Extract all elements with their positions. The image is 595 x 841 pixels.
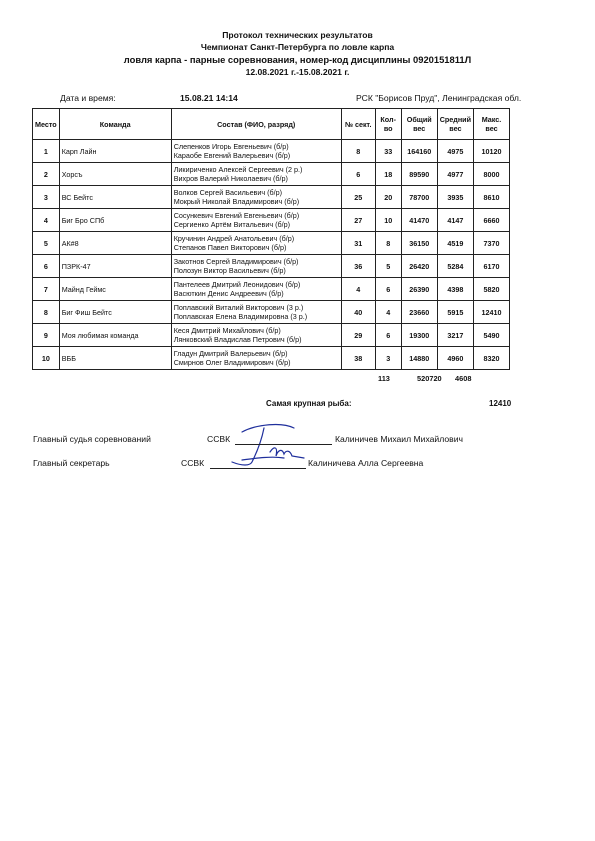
sector-cell: 29	[341, 324, 375, 347]
member-name: Смирнов Олег Владимирович (б/р)	[173, 358, 291, 367]
table-row	[33, 186, 510, 209]
results-table	[32, 108, 510, 370]
members-cell	[171, 232, 341, 255]
max-weight-cell: 8610	[474, 186, 510, 209]
discipline-title: ловля карпа - парные соревнования, номер-код дисциплины 0920151811Л	[123, 54, 472, 65]
chief-judge-org: ССВК	[207, 434, 231, 444]
avg-weight-cell: 5284	[437, 255, 473, 278]
total-count: 113	[378, 374, 390, 383]
sector-cell: 6	[341, 163, 375, 186]
col-header-team: Команда	[59, 109, 171, 140]
count-cell: 6	[375, 278, 401, 301]
table-row	[33, 163, 510, 186]
col-header-total-weight: Общий вес	[401, 109, 437, 140]
max-weight-cell: 6660	[474, 209, 510, 232]
place-cell: 5	[33, 232, 60, 255]
max-weight-cell: 10120	[474, 140, 510, 163]
sector-cell: 27	[341, 209, 375, 232]
members-cell	[171, 255, 341, 278]
place-cell: 10	[33, 347, 60, 370]
table-row	[33, 278, 510, 301]
member-name: Лянковский Владислав Петрович (б/р)	[173, 335, 302, 344]
count-cell: 10	[375, 209, 401, 232]
team-cell: Биг Фиш Бейтс	[59, 301, 171, 324]
venue: РСК "Борисов Пруд", Ленинградская обл.	[356, 93, 522, 103]
chief-secretary-role: Главный секретарь	[33, 458, 110, 468]
avg-weight-cell: 4977	[437, 163, 473, 186]
member-name: Вихров Валерий Николаевич (б/р)	[173, 174, 288, 183]
place-cell: 9	[33, 324, 60, 347]
chief-secretary-org: ССВК	[181, 458, 205, 468]
members-cell	[171, 140, 341, 163]
count-cell: 5	[375, 255, 401, 278]
count-cell: 6	[375, 324, 401, 347]
sector-cell: 40	[341, 301, 375, 324]
col-header-avg-weight: Средний вес	[437, 109, 473, 140]
team-cell: ВС Бейтс	[59, 186, 171, 209]
total-weight-cell: 23660	[401, 301, 437, 324]
total-weight-cell: 14880	[401, 347, 437, 370]
avg-weight-cell: 4398	[437, 278, 473, 301]
member-name: Сосункевич Евгений Евгеньевич (б/р)	[173, 211, 300, 220]
members-cell	[171, 347, 341, 370]
datetime-value: 15.08.21 14:14	[180, 93, 238, 103]
big-fish-label: Самая крупная рыба:	[266, 399, 352, 408]
total-weight-cell: 41470	[401, 209, 437, 232]
max-weight-cell: 12410	[474, 301, 510, 324]
max-weight-cell: 8320	[474, 347, 510, 370]
member-name: Закотнов Сергей Владимирович (б/р)	[173, 257, 299, 266]
member-name: Поплавский Виталий Викторович (3 р.)	[173, 303, 304, 312]
count-cell: 33	[375, 140, 401, 163]
table-row	[33, 301, 510, 324]
place-cell: 2	[33, 163, 60, 186]
members-cell	[171, 186, 341, 209]
max-weight-cell: 7370	[474, 232, 510, 255]
sector-cell: 25	[341, 186, 375, 209]
sector-cell: 8	[341, 140, 375, 163]
team-cell: Карп Лайн	[59, 140, 171, 163]
total-weight-cell: 164160	[401, 140, 437, 163]
total-weight-cell: 78700	[401, 186, 437, 209]
table-row	[33, 347, 510, 370]
member-name: Пантелеев Дмитрий Леонидович (б/р)	[173, 280, 301, 289]
table-row	[33, 209, 510, 232]
chief-judge-role: Главный судья соревнований	[33, 434, 151, 444]
members-cell	[171, 278, 341, 301]
table-row	[33, 140, 510, 163]
sector-cell: 38	[341, 347, 375, 370]
team-cell: Биг Бро СПб	[59, 209, 171, 232]
count-cell: 8	[375, 232, 401, 255]
place-cell: 4	[33, 209, 60, 232]
count-cell: 20	[375, 186, 401, 209]
secretary-signature-line	[210, 468, 306, 469]
col-header-members: Состав (ФИО, разряд)	[171, 109, 341, 140]
total-weight-cell: 89590	[401, 163, 437, 186]
col-header-count: Кол-во	[375, 109, 401, 140]
member-name: Кеся Дмитрий Михайлович (б/р)	[173, 326, 281, 335]
place-cell: 6	[33, 255, 60, 278]
members-cell	[171, 163, 341, 186]
member-name: Ликириченко Алексей Сергеевич (2 р.)	[173, 165, 303, 174]
table-row	[33, 324, 510, 347]
team-cell: ПЗРК-47	[59, 255, 171, 278]
col-header-sector: № сект.	[341, 109, 375, 140]
championship-title: Чемпионат Санкт-Петербурга по ловле карпа	[200, 42, 395, 52]
member-name: Караобе Евгений Валерьевич (б/р)	[173, 151, 291, 160]
count-cell: 18	[375, 163, 401, 186]
member-name: Слепенков Игорь Евгеньевич (б/р)	[173, 142, 289, 151]
members-cell	[171, 324, 341, 347]
member-name: Кручинин Андрей Анатольевич (б/р)	[173, 234, 295, 243]
avg-weight-cell: 4147	[437, 209, 473, 232]
dates-title: 12.08.2021 г.-15.08.2021 г.	[245, 67, 350, 77]
member-name: Мокрый Николай Владимирович (б/р)	[173, 197, 300, 206]
avg-weight-cell: 4975	[437, 140, 473, 163]
members-cell	[171, 301, 341, 324]
big-fish-value: 12410	[489, 399, 512, 408]
sector-cell: 31	[341, 232, 375, 255]
place-cell: 1	[33, 140, 60, 163]
max-weight-cell: 5820	[474, 278, 510, 301]
place-cell: 7	[33, 278, 60, 301]
table-row	[33, 232, 510, 255]
team-cell: АК#8	[59, 232, 171, 255]
member-name: Волков Сергей Васильевич (б/р)	[173, 188, 283, 197]
col-header-place: Место	[33, 109, 60, 140]
avg-weight-cell: 4960	[437, 347, 473, 370]
place-cell: 8	[33, 301, 60, 324]
sector-cell: 36	[341, 255, 375, 278]
table-header-row	[33, 109, 510, 140]
avg-weight-cell: 3935	[437, 186, 473, 209]
avg-weight-cell: 3217	[437, 324, 473, 347]
member-name: Гладун Дмитрий Валерьевич (б/р)	[173, 349, 288, 358]
protocol-title: Протокол технических результатов	[222, 30, 373, 40]
team-cell: Майнд Геймс	[59, 278, 171, 301]
member-name: Степанов Павел Викторович (б/р)	[173, 243, 287, 252]
total-weight-cell: 19300	[401, 324, 437, 347]
total-weight: 520720	[417, 374, 442, 383]
count-cell: 3	[375, 347, 401, 370]
member-name: Сергиенко Артём Витальевич (б/р)	[173, 220, 290, 229]
member-name: Васюткин Денис Андреевич (б/р)	[173, 289, 284, 298]
total-weight-cell: 26420	[401, 255, 437, 278]
col-header-max-weight: Макс. вес	[474, 109, 510, 140]
avg-weight-cell: 5915	[437, 301, 473, 324]
max-weight-cell: 6170	[474, 255, 510, 278]
chief-judge-name: Калиничев Михаил Михайлович	[335, 434, 463, 444]
team-cell: ВББ	[59, 347, 171, 370]
place-cell: 3	[33, 186, 60, 209]
count-cell: 4	[375, 301, 401, 324]
total-weight-cell: 36150	[401, 232, 437, 255]
avg-weight-cell: 4519	[437, 232, 473, 255]
sector-cell: 4	[341, 278, 375, 301]
member-name: Поплавская Елена Владимировна (3 р.)	[173, 312, 308, 321]
total-weight-cell: 26390	[401, 278, 437, 301]
member-name: Полозун Виктор Васильевич (б/р)	[173, 266, 286, 275]
team-cell: Моя любимая команда	[59, 324, 171, 347]
chief-secretary-name: Калиничева Алла Сергеевна	[308, 458, 424, 468]
team-cell: Хорсъ	[59, 163, 171, 186]
members-cell	[171, 209, 341, 232]
max-weight-cell: 8000	[474, 163, 510, 186]
max-weight-cell: 5490	[474, 324, 510, 347]
judge-signature-line	[235, 444, 332, 445]
table-row	[33, 255, 510, 278]
total-avg-weight: 4608	[455, 374, 472, 383]
datetime-label: Дата и время:	[60, 93, 116, 103]
